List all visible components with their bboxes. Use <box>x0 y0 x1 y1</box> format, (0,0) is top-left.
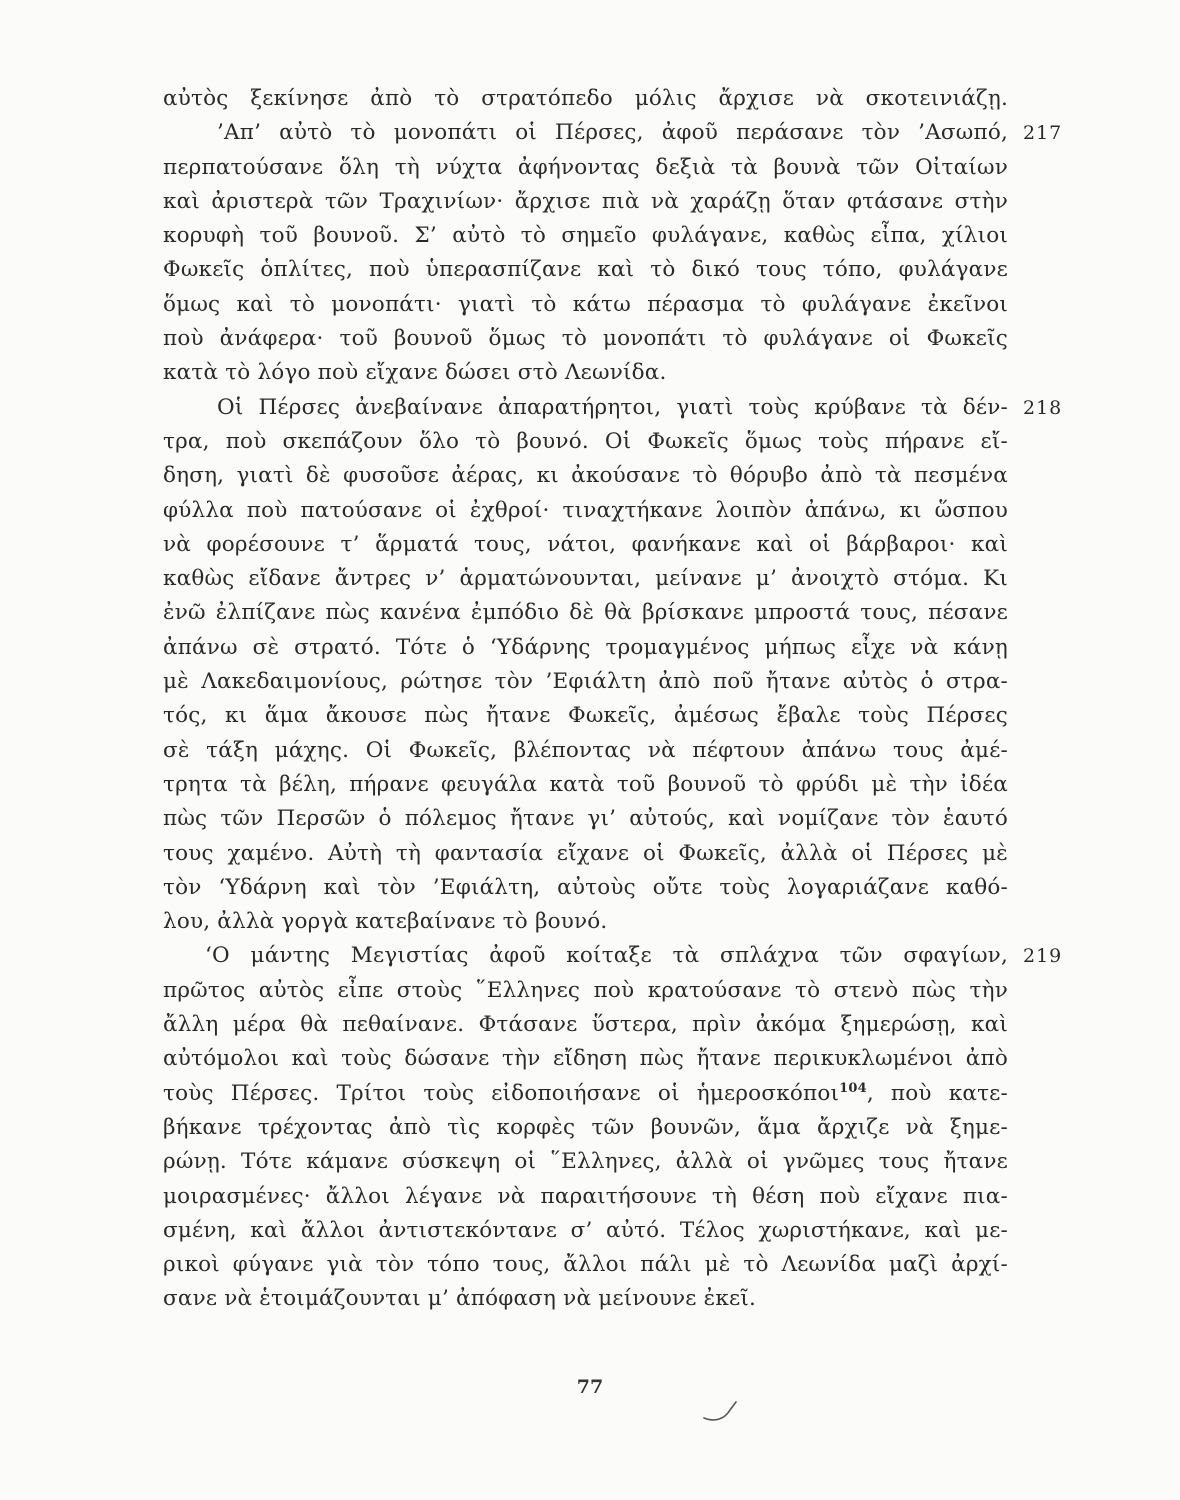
text-line: αὐτόμολοι καὶ τοὺς δώσανε τὴν εἴδηση πὼς ἤτανε περικυκλωμένοι ἀπὸ <box>163 1046 1008 1072</box>
text-line: βήκανε τρέχοντας ἀπὸ τὶς κορφὲς τῶν βουνῶν, ἅμα ἄρχιζε νὰ ξημε- <box>163 1114 1008 1140</box>
text-line: πρῶτος αὐτὸς εἶπε στοὺς ῞Ελληνες ποὺ κρατούσανε τὸ στενὸ πὼς τὴν <box>163 977 1008 1003</box>
text-line-content: , ποὺ κατε- <box>866 1080 1008 1106</box>
section-number: 217 <box>1023 122 1063 145</box>
text-line: ποὺ ἀνάφερα· τοῦ βουνοῦ ὅμως τὸ μονοπάτι τὸ φυλάγανε οἱ Φωκεῖς <box>163 326 1008 352</box>
text-line: δηση, γιατὶ δὲ φυσοῦσε ἀέρας, κι ἀκούσανε τὸ θόρυβο ἀπὸ τὰ πεσμένα <box>163 463 1008 489</box>
text-line: τους χαμένο. Αὐτὴ τὴ φαντασία εἴχανε οἱ Φωκεῖς, ἀλλὰ οἱ Πέρσες μὲ <box>163 840 1008 866</box>
text-line: πὼς τῶν Περσῶν ὁ πόλεμος ἤτανε γι’ αὐτούς, καὶ νομίζανε τὸν ἑαυτό <box>163 806 1008 832</box>
text-line-content: Οἱ Πέρσες ἀνεβαίνανε ἀπαρατήρητοι, γιατὶ τοὺς κρύβανε τὰ δέν- <box>217 394 1008 420</box>
text-line: ἄλλη μέρα θὰ πεθαίνανε. Φτάσανε ὕστερα, πρὶν ἀκόμα ξημερώσῃ, καὶ <box>163 1012 1008 1038</box>
text-line <box>163 939 1063 973</box>
text-line: νὰ φορέσουνε τ’ ἅρματά τους, νάτοι, φανήκανε καὶ οἱ βάρβαροι· καὶ <box>163 531 1008 557</box>
text-line: κορυφὴ τοῦ βουνοῦ. Σ’ αὐτὸ τὸ σημεῖο φυλάγανε, καθὼς εἶπα, χίλιοι <box>163 223 1008 249</box>
text-line: καὶ ἀριστερὰ τῶν Τραχινίων· ἄρχισε πιὰ νὰ χαράζῃ ὅταν φτάσανε στὴν <box>163 188 1008 214</box>
text-line: Φωκεῖς ὁπλίτες, ποὺ ὑπερασπίζανε καὶ τὸ δικό τους τόπο, φυλάγανε <box>163 257 1008 283</box>
text-line: μὲ Λακεδαιμονίους, ρώτησε τὸν ’Εφιάλτη ἀπὸ ποῦ ἤτανε αὐτὸς ὁ στρα- <box>163 669 1008 695</box>
text-line <box>163 116 1063 150</box>
text-line: τός, κι ἅμα ἄκουσε πὼς ἤτανε Φωκεῖς, ἀμέσως ἔβαλε τοὺς Πέρσες <box>163 703 1008 729</box>
text-line-content: ’Απ’ αὐτὸ τὸ μονοπάτι οἱ Πέρσες, ἀφοῦ περάσανε τὸν ’Ασωπό, <box>217 120 1008 146</box>
text-line: αὐτὸς ξεκίνησε ἀπὸ τὸ στρατόπεδο μόλις ἄρχισε νὰ σκοτεινιάζῃ. <box>163 86 1008 111</box>
text-line: ρικοὶ φύγανε γιὰ τὸν τόπο τους, ἄλλοι πάλι μὲ τὸ Λεωνίδα μαζὶ ἀρχί- <box>163 1252 1008 1278</box>
text-line-content: ‘Ο μάντης Μεγιστίας ἀφοῦ κοίταξε τὰ σπλάχνα τῶν σφαγίων, <box>205 943 1008 969</box>
text-line: ὅμως καὶ τὸ μονοπάτι· γιατὶ τὸ κάτω πέρασμα τὸ φυλάγανε ἐκεῖνοι <box>163 291 1008 317</box>
text-line: καθὼς εἴδανε ἄντρες ν’ ἁρματώνουνται, μείνανε μ’ ἀνοιχτὸ στόμα. Κι <box>163 566 1008 592</box>
text-line: τρητα τὰ βέλη, πήρανε φευγάλα κατὰ τοῦ βουνοῦ τὸ φρύδι μὲ τὴν ἰδέα <box>163 771 1008 797</box>
text-line: περπατούσανε ὅλη τὴ νύχτα ἀφήνοντας δεξιὰ τὰ βουνὰ τῶν Οἰταίων <box>163 154 1008 180</box>
text-line: ρώνῃ. Τότε κάμανε σύσκεψη οἱ ῞Ελληνες, ἀλλὰ οἱ γνῶμες τους ἤτανε <box>163 1149 1008 1175</box>
text-line: ἐνῶ ἐλπίζανε πὼς κανένα ἐμπόδιο δὲ θὰ βρίσκανε μπροστά τους, πέσανε <box>163 600 1008 626</box>
text-line <box>163 391 1063 425</box>
text-line: μοιρασμένες· ἄλλοι λέγανε νὰ παραιτήσουνε τὴ θέση ποὺ εἴχανε πια- <box>163 1183 1008 1209</box>
text-line: λου, ἀλλὰ γοργὰ κατεβαίνανε τὸ βουνό. <box>163 909 608 935</box>
text-line: σὲ τάξη μάχης. Οἱ Φωκεῖς, βλέποντας νὰ πέφτουν ἀπάνω τους ἀμέ- <box>163 737 1008 763</box>
page-number: 77 <box>576 1376 604 1398</box>
text-line-content: τοὺς Πέρσες. Τρίτοι τοὺς εἰδοποιήσανε οἱ ἡμεροσκόποι <box>163 1080 840 1106</box>
text-line: ἀπάνω σὲ στρατό. Τότε ὁ ‘Υδάρνης τρομαγμένος μήπως εἶχε νὰ κάνῃ <box>163 634 1008 660</box>
text-line: κατὰ τὸ λόγο ποὺ εἴχανε δώσει στὸ Λεωνίδα. <box>163 360 667 386</box>
text-line <box>163 1077 1008 1111</box>
text-line: σμένη, καὶ ἄλλοι ἀντιστεκόντανε σ’ αὐτό. Τέλος χωριστήκανε, καὶ με- <box>163 1217 1008 1243</box>
text-line: φύλλα ποὺ πατούσανε οἱ ἐχθροί· τιναχτήκανε λοιπὸν ἀπάνω, κι ὥσπου <box>163 497 1008 523</box>
text-line: σανε νὰ ἑτοιμάζουνται μ’ ἀπόφαση νὰ μείνουνε ἐκεῖ. <box>163 1286 757 1312</box>
pen-mark-icon <box>700 1398 740 1424</box>
section-number: 218 <box>1023 396 1063 419</box>
section-number: 219 <box>1023 945 1063 968</box>
text-line: τρα, ποὺ σκεπάζουν ὅλο τὸ βουνό. Οἱ Φωκεῖς ὅμως τοὺς πήρανε εἴ- <box>163 428 1008 454</box>
body-text <box>163 82 1063 1317</box>
footnote-ref[interactable]: 104 <box>839 1080 867 1096</box>
text-line: τὸν ‘Υδάρνη καὶ τὸν ’Εφιάλτη, αὐτοὺς οὔτε τοὺς λογαριάζανε καθό- <box>163 874 1008 900</box>
